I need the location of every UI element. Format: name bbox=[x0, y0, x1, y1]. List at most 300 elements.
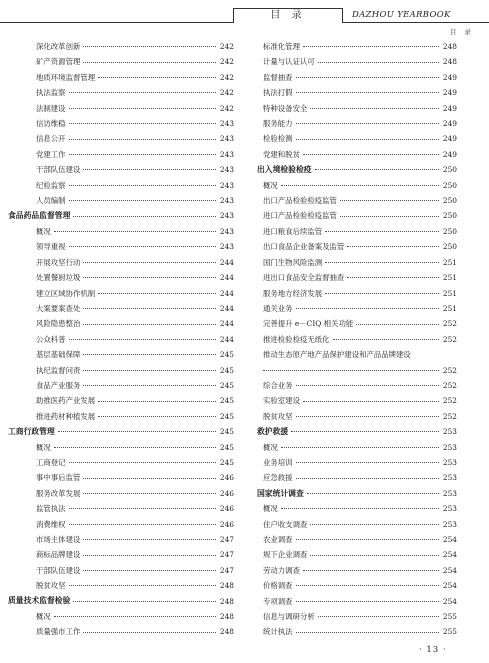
toc-entry-label: 大案要案查处 bbox=[36, 303, 81, 313]
toc-entry-label: 党建工作 bbox=[36, 149, 66, 159]
toc-entry-label: 食品产业服务 bbox=[36, 380, 81, 390]
toc-entry[interactable] bbox=[8, 609, 234, 624]
dot-leader bbox=[296, 539, 439, 540]
dot-leader bbox=[83, 385, 216, 386]
dot-leader bbox=[318, 616, 439, 617]
dot-leader bbox=[83, 555, 216, 556]
toc-entry[interactable] bbox=[257, 255, 457, 270]
toc-entry[interactable] bbox=[8, 131, 234, 146]
dot-leader bbox=[296, 416, 439, 417]
toc-entry[interactable] bbox=[257, 547, 457, 562]
toc-entry-label: 工商行政管理 bbox=[8, 426, 55, 436]
toc-page-number: 248 bbox=[219, 612, 234, 622]
toc-section-heading[interactable] bbox=[257, 424, 457, 439]
toc-entry[interactable] bbox=[257, 239, 457, 254]
toc-entry[interactable] bbox=[257, 624, 457, 639]
toc-page-number: 243 bbox=[219, 180, 234, 190]
dot-leader bbox=[281, 508, 439, 509]
toc-entry-label: 信息与调研分析 bbox=[263, 612, 315, 622]
dot-leader bbox=[69, 524, 216, 525]
toc-page-number: 242 bbox=[219, 42, 234, 51]
toc-page-number: 251 bbox=[442, 273, 457, 283]
toc-entry-label: 住户收支调查 bbox=[263, 519, 308, 529]
toc-page-number: 243 bbox=[219, 226, 234, 236]
dot-leader bbox=[69, 200, 216, 201]
toc-entry[interactable] bbox=[257, 501, 457, 516]
dot-leader bbox=[69, 508, 216, 509]
toc-page-number: 248 bbox=[219, 596, 234, 606]
toc-entry-label: 脱贫攻坚 bbox=[36, 581, 66, 591]
toc-page-number: 243 bbox=[219, 149, 234, 159]
toc-entry-label: 计量与认证认可 bbox=[263, 57, 315, 67]
toc-entry[interactable] bbox=[257, 409, 457, 424]
dot-leader bbox=[296, 92, 439, 93]
dot-leader bbox=[263, 370, 439, 371]
dot-leader bbox=[296, 308, 439, 309]
dot-leader bbox=[83, 308, 216, 309]
dot-leader bbox=[296, 632, 439, 633]
toc-entry[interactable] bbox=[257, 301, 457, 316]
toc-entry-label: 监管执法 bbox=[36, 504, 66, 514]
dot-leader bbox=[83, 169, 216, 170]
toc-entry[interactable] bbox=[257, 609, 457, 624]
toc-page-number: 253 bbox=[442, 427, 457, 437]
toc-entry-label: 市场主体建设 bbox=[36, 535, 81, 544]
toc-entry-label: 法制建设 bbox=[36, 103, 66, 113]
toc-entry[interactable] bbox=[8, 393, 234, 408]
dot-leader bbox=[69, 123, 216, 124]
toc-page-number: 244 bbox=[219, 303, 234, 313]
toc-entry[interactable] bbox=[8, 409, 234, 424]
toc-entry[interactable] bbox=[257, 347, 457, 362]
toc-page-number: 242 bbox=[219, 88, 234, 98]
dot-leader bbox=[296, 462, 439, 463]
toc-page-number: 247 bbox=[219, 565, 234, 575]
toc-entry[interactable] bbox=[257, 578, 457, 593]
toc-page-number: 244 bbox=[219, 273, 234, 283]
dot-leader bbox=[315, 169, 439, 170]
toc-entry-label: 领导重视 bbox=[36, 242, 66, 252]
toc-page-number: 254 bbox=[442, 565, 457, 575]
toc-entry-label: 价格调查 bbox=[263, 581, 293, 591]
toc-entry[interactable] bbox=[257, 286, 457, 301]
toc-page-number: 255 bbox=[442, 612, 457, 622]
dot-leader bbox=[69, 246, 216, 247]
dot-leader bbox=[291, 431, 439, 432]
toc-entry-label: 出口产品检验检疫监管 bbox=[263, 196, 337, 206]
toc-entry[interactable] bbox=[257, 332, 457, 347]
toc-page-number: 245 bbox=[219, 457, 234, 467]
dot-leader bbox=[281, 447, 439, 448]
dot-leader bbox=[296, 585, 439, 586]
dot-leader bbox=[303, 46, 439, 47]
dot-leader bbox=[325, 262, 439, 263]
toc-entry-label: 信访维稳 bbox=[36, 119, 66, 129]
toc-entry-label: 农业调查 bbox=[263, 535, 293, 544]
toc-page-number: 243 bbox=[219, 119, 234, 129]
section-label: 目 录 bbox=[449, 28, 474, 36]
toc-entry-label: 概况 bbox=[36, 226, 51, 236]
toc-entry[interactable] bbox=[8, 332, 234, 347]
dot-leader bbox=[83, 62, 216, 63]
toc-page-number: 253 bbox=[442, 488, 457, 498]
toc-page-number: 249 bbox=[442, 103, 457, 113]
toc-entry-label: 通关业务 bbox=[263, 303, 293, 313]
toc-entry[interactable] bbox=[8, 486, 234, 501]
toc-entry-label: 纪检监察 bbox=[36, 180, 66, 190]
dot-leader bbox=[296, 385, 439, 386]
toc-entry[interactable] bbox=[8, 316, 234, 331]
toc-entry-label: 概况 bbox=[263, 442, 278, 452]
toc-entry-label: 概况 bbox=[263, 504, 278, 514]
toc-page-number: 246 bbox=[219, 504, 234, 514]
dot-leader bbox=[303, 570, 439, 571]
dot-leader bbox=[69, 462, 216, 463]
toc-entry[interactable] bbox=[257, 178, 457, 193]
toc-entry-label: 检验检测 bbox=[263, 134, 293, 144]
toc-entry[interactable] bbox=[257, 147, 457, 162]
dot-leader bbox=[325, 231, 439, 232]
toc-entry-label: 进口产品检验检疫监管 bbox=[263, 211, 337, 221]
toc-entry[interactable] bbox=[8, 286, 234, 301]
toc-page-number: 250 bbox=[442, 196, 457, 206]
dot-leader bbox=[347, 246, 439, 247]
toc-entry-label: 质量强市工作 bbox=[36, 627, 81, 637]
toc-entry[interactable] bbox=[8, 270, 234, 285]
toc-page-number: 249 bbox=[442, 119, 457, 129]
toc-page-number: 254 bbox=[442, 535, 457, 544]
toc-entry[interactable] bbox=[8, 470, 234, 485]
toc-entry[interactable] bbox=[257, 224, 457, 239]
toc-entry[interactable] bbox=[8, 85, 234, 100]
dot-leader bbox=[98, 293, 216, 294]
toc-page-number: 250 bbox=[442, 242, 457, 252]
toc-entry-label: 矿产资源管理 bbox=[36, 57, 81, 67]
toc-entry-label: 进出口食品安全监督抽查 bbox=[263, 273, 345, 283]
toc-page-number: 244 bbox=[219, 334, 234, 344]
toc-page-number: 243 bbox=[219, 242, 234, 252]
toc-entry[interactable] bbox=[8, 39, 234, 54]
toc-page-number: 254 bbox=[442, 581, 457, 591]
toc-entry-label: 服务地方经济发展 bbox=[263, 288, 323, 298]
toc-entry-label: 推进检验检疫无纸化 bbox=[263, 334, 330, 344]
toc-page-number: 245 bbox=[219, 396, 234, 406]
toc-page-number: 242 bbox=[219, 57, 234, 67]
toc-entry-label: 助推医药产业发展 bbox=[36, 396, 96, 406]
dot-leader bbox=[356, 324, 439, 325]
toc-entry-label: 特种设备安全 bbox=[263, 103, 308, 113]
toc-page-number: 252 bbox=[442, 396, 457, 406]
toc-page-number: 249 bbox=[442, 88, 457, 98]
toc-entry[interactable] bbox=[257, 393, 457, 408]
dot-leader bbox=[296, 77, 439, 78]
toc-entry-label: 国门生物风险监测 bbox=[263, 257, 323, 267]
toc-entry-label: 出入境检验检疫 bbox=[257, 165, 312, 175]
toc-page-number: 248 bbox=[219, 627, 234, 637]
toc-page-number: 245 bbox=[219, 350, 234, 360]
toc-entry[interactable] bbox=[8, 624, 234, 639]
toc-page-number: 255 bbox=[442, 627, 457, 637]
toc-page-number: 252 bbox=[442, 334, 457, 344]
toc-entry-label: 国家统计调查 bbox=[257, 488, 304, 498]
dot-leader bbox=[83, 354, 216, 355]
dot-leader bbox=[83, 632, 216, 633]
dot-leader bbox=[98, 77, 216, 78]
page-number: · 13 · bbox=[419, 645, 447, 655]
toc-page-number: 248 bbox=[442, 42, 457, 51]
toc-page-number: 246 bbox=[219, 488, 234, 498]
toc-page-number: 245 bbox=[219, 427, 234, 437]
toc-entry[interactable] bbox=[8, 532, 234, 547]
toc-entry-label: 专项调查 bbox=[263, 596, 293, 606]
toc-page-number: 245 bbox=[219, 365, 234, 375]
dot-leader bbox=[296, 139, 439, 140]
toc-entry-label: 进口粮食后续监管 bbox=[263, 226, 323, 236]
toc-entry[interactable] bbox=[257, 594, 457, 609]
toc-entry[interactable] bbox=[257, 470, 457, 485]
dot-leader bbox=[54, 616, 216, 617]
toc-entry[interactable] bbox=[8, 147, 234, 162]
toc-entry[interactable] bbox=[257, 101, 457, 116]
toc-entry-label: 事中事后监管 bbox=[36, 473, 81, 483]
toc-entry[interactable] bbox=[8, 239, 234, 254]
toc-entry-label: 推动生态原产地产品保护建设和产品品牌建设 bbox=[263, 350, 411, 360]
toc-entry[interactable] bbox=[8, 255, 234, 270]
toc-page-number: 253 bbox=[442, 457, 457, 467]
toc-entry[interactable] bbox=[257, 563, 457, 578]
dot-leader bbox=[83, 324, 216, 325]
dot-leader bbox=[340, 216, 439, 217]
toc-section-heading[interactable] bbox=[8, 208, 234, 223]
dot-leader bbox=[83, 277, 216, 278]
toc-entry-label: 质量技术监督检验 bbox=[8, 596, 71, 606]
toc-page-number: 253 bbox=[442, 473, 457, 483]
toc-page-number: 254 bbox=[442, 596, 457, 606]
toc-page-number: 252 bbox=[442, 319, 457, 329]
toc-entry[interactable] bbox=[8, 547, 234, 562]
toc-section-heading[interactable] bbox=[257, 486, 457, 501]
toc-entry[interactable] bbox=[257, 270, 457, 285]
toc-entry[interactable] bbox=[257, 131, 457, 146]
toc-section-heading[interactable] bbox=[8, 594, 234, 609]
toc-page-number: 244 bbox=[219, 319, 234, 329]
toc-entry[interactable] bbox=[8, 440, 234, 455]
toc-entry-label: 处置餐厨垃圾 bbox=[36, 273, 81, 283]
dot-leader bbox=[318, 62, 439, 63]
toc-entry-label: 干部队伍建设 bbox=[36, 565, 81, 575]
toc-entry-label: 基层基础保障 bbox=[36, 350, 81, 360]
dot-leader bbox=[310, 108, 439, 109]
toc-entry[interactable] bbox=[257, 455, 457, 470]
toc-entry[interactable] bbox=[8, 455, 234, 470]
toc-entry-label: 食品药品监督管理 bbox=[8, 211, 71, 221]
toc-page-number: 246 bbox=[219, 519, 234, 529]
dot-leader bbox=[69, 585, 216, 586]
dot-leader bbox=[340, 200, 439, 201]
toc-entry[interactable] bbox=[8, 517, 234, 532]
dot-leader bbox=[83, 478, 216, 479]
toc-page-number: 252 bbox=[442, 411, 457, 421]
dot-leader bbox=[98, 416, 216, 417]
dot-leader bbox=[347, 277, 439, 278]
dot-leader bbox=[333, 339, 439, 340]
toc-page-number: 249 bbox=[442, 149, 457, 159]
toc-entry[interactable] bbox=[257, 54, 457, 69]
dot-leader bbox=[69, 339, 216, 340]
dot-leader bbox=[69, 185, 216, 186]
dot-leader bbox=[73, 601, 216, 602]
toc-entry[interactable] bbox=[8, 178, 234, 193]
toc-entry[interactable] bbox=[8, 70, 234, 85]
toc-page-number: 251 bbox=[442, 257, 457, 267]
toc-entry-label: 建立区域协作机制 bbox=[36, 288, 96, 298]
toc-page-number: 253 bbox=[442, 504, 457, 514]
toc-entry-label: 地质环境监督管理 bbox=[36, 72, 96, 82]
toc-page-number: 242 bbox=[219, 103, 234, 113]
toc-page-number: 253 bbox=[442, 442, 457, 452]
dot-leader bbox=[307, 493, 439, 494]
toc-page-number: 243 bbox=[219, 211, 234, 221]
toc-entry-label: 信息公开 bbox=[36, 134, 66, 144]
dot-leader bbox=[83, 262, 216, 263]
toc-page-number: 245 bbox=[219, 411, 234, 421]
toc-entry[interactable] bbox=[257, 532, 457, 547]
toc-entry[interactable] bbox=[8, 378, 234, 393]
toc-entry-label: 监督抽查 bbox=[263, 72, 293, 82]
dot-leader bbox=[296, 478, 439, 479]
toc-entry[interactable] bbox=[257, 85, 457, 100]
toc-entry-label: 深化改革创新 bbox=[36, 42, 81, 51]
toc-entry[interactable] bbox=[8, 501, 234, 516]
toc-entry-label: 执法监察 bbox=[36, 88, 66, 98]
toc-page-number: 250 bbox=[442, 180, 457, 190]
toc-entry[interactable] bbox=[257, 363, 457, 378]
toc-page-number: 246 bbox=[219, 473, 234, 483]
toc-entry[interactable] bbox=[8, 116, 234, 131]
toc-page-number: 253 bbox=[442, 519, 457, 529]
toc-entry-label: 规下企业调查 bbox=[263, 550, 308, 560]
toc-entry[interactable] bbox=[8, 347, 234, 362]
toc-left-column bbox=[8, 39, 234, 640]
toc-entry[interactable] bbox=[8, 301, 234, 316]
toc-entry[interactable] bbox=[8, 363, 234, 378]
toc-entry[interactable] bbox=[257, 440, 457, 455]
toc-page-number: 244 bbox=[219, 257, 234, 267]
toc-entry-label: 执法打假 bbox=[263, 88, 293, 98]
toc-page-number: 254 bbox=[442, 550, 457, 560]
toc-entry-label: 党建和脱贫 bbox=[263, 149, 300, 159]
toc-entry[interactable] bbox=[8, 224, 234, 239]
page-title: 目 录 bbox=[233, 8, 343, 23]
toc-entry-label: 劳动力调查 bbox=[263, 565, 300, 575]
toc-entry[interactable] bbox=[257, 316, 457, 331]
toc-right-column bbox=[257, 39, 457, 640]
toc-entry[interactable] bbox=[8, 162, 234, 177]
toc-page-number: 252 bbox=[442, 365, 457, 375]
toc-entry[interactable] bbox=[257, 193, 457, 208]
toc-entry[interactable] bbox=[8, 563, 234, 578]
dot-leader bbox=[325, 293, 439, 294]
toc-entry[interactable] bbox=[257, 39, 457, 54]
toc-entry[interactable] bbox=[8, 578, 234, 593]
dot-leader bbox=[83, 370, 216, 371]
toc-page-number: 249 bbox=[442, 134, 457, 144]
toc-page-number: 247 bbox=[219, 550, 234, 560]
dot-leader bbox=[83, 46, 216, 47]
dot-leader bbox=[83, 493, 216, 494]
toc-entry-label: 公众科普 bbox=[36, 334, 66, 344]
toc-page-number: 247 bbox=[219, 535, 234, 544]
toc-entry[interactable] bbox=[257, 208, 457, 223]
toc-entry-label: 服务改革发展 bbox=[36, 488, 81, 498]
toc-page-number: 248 bbox=[219, 581, 234, 591]
dot-leader bbox=[310, 555, 439, 556]
toc-page-number: 245 bbox=[219, 442, 234, 452]
toc-entry-label: 出口食品企业备案及监管 bbox=[263, 242, 345, 252]
toc-entry-label: 执纪监督问责 bbox=[36, 365, 81, 375]
toc-entry[interactable] bbox=[257, 70, 457, 85]
toc-page-number: 250 bbox=[442, 226, 457, 236]
toc-entry[interactable] bbox=[8, 193, 234, 208]
toc-page-number: 243 bbox=[219, 134, 234, 144]
toc-page-number: 250 bbox=[442, 211, 457, 221]
dot-leader bbox=[69, 154, 216, 155]
toc-entry[interactable] bbox=[8, 54, 234, 69]
dot-leader bbox=[296, 123, 439, 124]
toc-page-number: 244 bbox=[219, 288, 234, 298]
dot-leader bbox=[69, 92, 216, 93]
toc-entry-label: 概况 bbox=[36, 612, 51, 622]
toc-page-number: 251 bbox=[442, 288, 457, 298]
toc-entry-label: 开展攻坚行动 bbox=[36, 257, 81, 267]
dot-leader bbox=[54, 447, 216, 448]
toc-page-number: 252 bbox=[442, 380, 457, 390]
toc-entry-label: 人员编制 bbox=[36, 196, 66, 206]
toc-entry-label: 服务能力 bbox=[263, 119, 293, 129]
toc-entry-label: 脱贫攻坚 bbox=[263, 411, 293, 421]
dot-leader bbox=[310, 524, 439, 525]
toc-page-number: 249 bbox=[442, 72, 457, 82]
toc-entry-label: 概况 bbox=[263, 180, 278, 190]
dot-leader bbox=[69, 108, 216, 109]
toc-entry-label: 概况 bbox=[36, 442, 51, 452]
dot-leader bbox=[73, 216, 216, 217]
toc-page-number: 243 bbox=[219, 196, 234, 206]
toc-page-number: 242 bbox=[219, 72, 234, 82]
toc-entry[interactable] bbox=[257, 378, 457, 393]
toc-entry-label: 救护救援 bbox=[257, 426, 289, 436]
toc-entry-label: 业务培训 bbox=[263, 457, 293, 467]
dot-leader bbox=[98, 401, 216, 402]
toc-entry-label: 推进药材种植发展 bbox=[36, 411, 96, 421]
toc-entry-label: 商标品牌建设 bbox=[36, 550, 81, 560]
toc-entry-label: 完善提升 e－CIQ 相关功能 bbox=[263, 319, 354, 329]
dot-leader bbox=[54, 231, 216, 232]
toc-entry-label: 统计执法 bbox=[263, 627, 293, 637]
toc-entry[interactable] bbox=[8, 101, 234, 116]
toc-entry[interactable] bbox=[257, 116, 457, 131]
dot-leader bbox=[281, 185, 439, 186]
toc-section-heading[interactable] bbox=[8, 424, 234, 439]
toc-entry-label: 干部队伍建设 bbox=[36, 165, 81, 175]
toc-page-number: 243 bbox=[219, 165, 234, 175]
dot-leader bbox=[303, 401, 439, 402]
dot-leader bbox=[83, 539, 216, 540]
toc-page-number: 245 bbox=[219, 380, 234, 390]
toc-entry[interactable] bbox=[257, 517, 457, 532]
dot-leader bbox=[69, 139, 216, 140]
toc-section-heading[interactable] bbox=[257, 162, 457, 177]
